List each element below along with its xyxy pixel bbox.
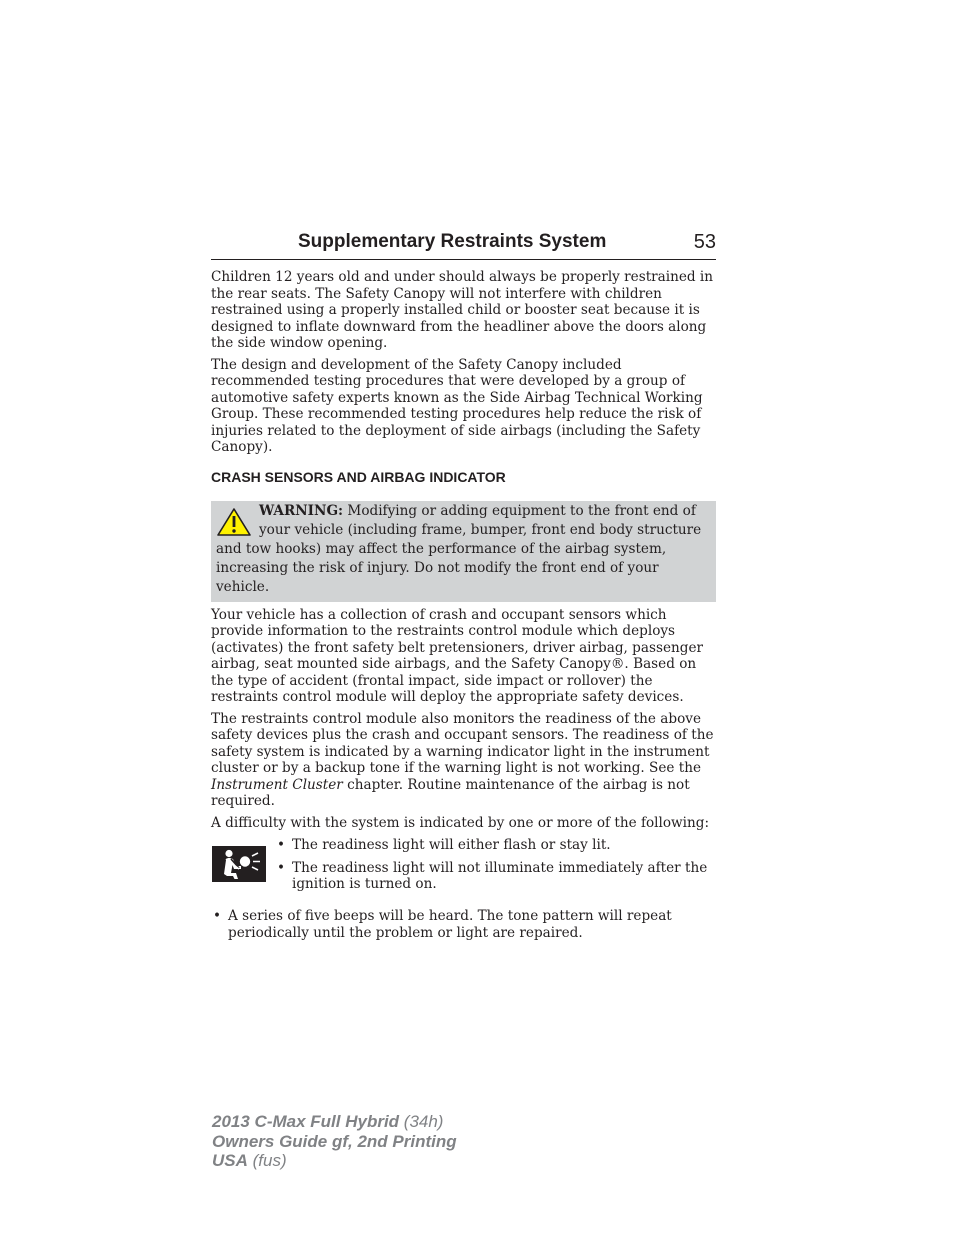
warning-box [211,501,716,602]
monitor-text-2: chapter. Routine maintenance of the airbag is not required. [211,776,690,809]
indicator-bullets [211,837,716,899]
monitor-text-1: The restraints control module also monitors the readiness of the above safety devices plus the crash and occupant sensors. The readiness of the safety system is indicated by a warning indicator light in the instrument cluster or by a backup tone if the warning light is not working. See the [211,710,714,776]
section-heading: CRASH SENSORS AND AIRBAG INDICATOR [211,468,506,485]
page-footer [212,1112,457,1171]
warning-triangle-icon [216,507,252,537]
indicator-list [275,837,716,893]
page-header [211,226,716,260]
difficulty-paragraph: A difficulty with the system is indicated by one or more of the following: [211,814,710,831]
design-paragraph: The design and development of the Safety Canopy included recommended testing procedures that were developed by a group of automotive safety experts known as the Side Airbag Technical Working Group. These recommended testing procedures help reduce the risk of injuries related to the deployment of side airbags (including the Safety Canopy). [211,356,703,455]
footer-line-2 [212,1132,457,1152]
footer-model-code: (34h) [399,1112,444,1131]
page-content [211,226,716,941]
footer-line-3 [212,1151,457,1171]
warning-label: WARNING: [259,502,344,519]
sensors-paragraph: Your vehicle has a collection of crash and occupant sensors which provide information to the restraints control module which deploys (activates) the front safety belt pretensioners, driver airbag, passenger airbag, seat mounted side airbags, and the Safety Canopy®. Based on the type of accident (frontal impact, side impact or rollover) the restraints control module will deploy the appropriate safety devices. [211,606,703,705]
list-item: • A series of five beeps will be heard. The tone pattern will repeat periodically until the problem or light are repaired. [211,908,716,941]
list-item: • The readiness light will either flash or stay lit. [275,837,716,854]
monitor-paragraph [211,711,716,810]
footer-model: 2013 C-Max Full Hybrid [212,1112,400,1131]
chapter-reference: Instrument Cluster [211,776,343,793]
airbag-indicator-icon [212,846,266,882]
footer-guide: Owners Guide gf, 2nd Printing [212,1131,457,1151]
page-number: 53 [693,231,716,253]
list-item: • The readiness light will not illuminate immediately after the ignition is turned on. [275,860,716,893]
beep-list [211,908,716,941]
footer-region: USA [212,1151,248,1170]
page-title: Supplementary Restraints System [298,231,607,252]
footer-region-code: (fus) [247,1151,287,1170]
warning-text: Modifying or adding equipment to the front end of your vehicle (including frame, bumper, front end body structure and tow hooks) may affect the performance of the airbag system, increasing the risk of injury. Do not modify the front end of your vehicle. [216,502,702,595]
footer-line-1 [212,1112,457,1132]
children-paragraph: Children 12 years old and under should always be properly restrained in the rear seats. The Safety Canopy will not interfere with children restrained using a properly installed child or booster seat because it is designed to inflate downward from the headliner above the doors along the side window opening. [211,269,714,351]
